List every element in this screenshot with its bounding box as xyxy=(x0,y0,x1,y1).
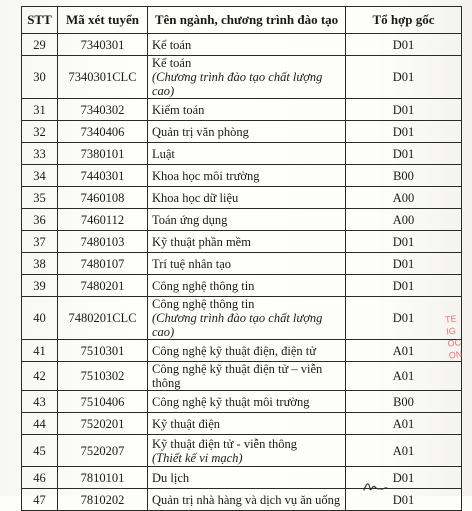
admissions-table xyxy=(21,6,462,511)
table-row xyxy=(22,391,462,413)
cell-stt: 35 xyxy=(22,187,58,209)
cell-combo: A01 xyxy=(346,413,462,435)
cell-combo: D01 xyxy=(346,143,462,165)
cell-stt: 30 xyxy=(22,56,58,99)
program-note: (Thiết kế vi mạch) xyxy=(152,450,243,465)
cell-name xyxy=(148,253,346,275)
cell-stt: 40 xyxy=(22,297,58,340)
cell-code: 7340301 xyxy=(58,34,148,56)
cell-combo: D01 xyxy=(346,121,462,143)
program-name: Trí tuệ nhân tạo xyxy=(152,256,232,271)
cell-code: 7460112 xyxy=(58,209,148,231)
table-row xyxy=(22,340,462,362)
program-name: Du lịch xyxy=(152,470,190,485)
cell-stt: 38 xyxy=(22,253,58,275)
cell-name xyxy=(148,489,346,511)
cell-stt: 36 xyxy=(22,209,58,231)
cell-combo: D01 xyxy=(346,275,462,297)
table-row xyxy=(22,489,462,511)
program-name: Công nghệ thông tin xyxy=(152,297,255,311)
cell-stt: 45 xyxy=(22,435,58,467)
cell-name xyxy=(148,187,346,209)
header-combo: Tổ hợp gốc xyxy=(346,7,462,34)
table-row xyxy=(22,187,462,209)
cell-name xyxy=(148,435,346,467)
cell-stt: 43 xyxy=(22,391,58,413)
cell-code: 7520207 xyxy=(58,435,148,467)
cell-combo: D01 xyxy=(346,467,462,489)
header-name: Tên ngành, chương trình đào tạo xyxy=(148,7,346,34)
cell-stt: 33 xyxy=(22,143,58,165)
cell-code: 7510302 xyxy=(58,362,148,391)
table-row xyxy=(22,253,462,275)
cell-combo: A01 xyxy=(346,362,462,391)
program-name: Khoa học môi trường xyxy=(152,168,260,183)
program-name: Quản trị nhà hàng và dịch vụ ăn uống xyxy=(152,492,341,507)
cell-combo: B00 xyxy=(346,391,462,413)
cell-code: 7480103 xyxy=(58,231,148,253)
cell-combo: D01 xyxy=(346,489,462,511)
program-name: Công nghệ thông tin xyxy=(152,278,255,293)
cell-stt: 39 xyxy=(22,275,58,297)
program-name: Khoa học dữ liệu xyxy=(152,190,239,205)
cell-stt: 32 xyxy=(22,121,58,143)
cell-name xyxy=(148,121,346,143)
cell-stt: 44 xyxy=(22,413,58,435)
cell-name xyxy=(148,362,346,391)
cell-stt: 31 xyxy=(22,99,58,121)
cell-code: 7480201 xyxy=(58,275,148,297)
program-note: (Chương trình đào tạo chất lượng cao) xyxy=(152,70,323,98)
signature-icon xyxy=(362,478,388,494)
stamp-text: OC xyxy=(447,337,462,349)
cell-combo: D01 xyxy=(346,297,462,340)
cell-name xyxy=(148,467,346,489)
cell-code: 7480201CLC xyxy=(58,297,148,340)
table-row xyxy=(22,121,462,143)
cell-combo: D01 xyxy=(346,231,462,253)
program-name: Kế toán xyxy=(152,56,192,70)
cell-code: 7380101 xyxy=(58,143,148,165)
cell-name xyxy=(148,56,346,99)
cell-name xyxy=(148,99,346,121)
cell-combo: D01 xyxy=(346,253,462,275)
table-row xyxy=(22,413,462,435)
table-body xyxy=(22,34,462,511)
cell-code: 7460108 xyxy=(58,187,148,209)
cell-name xyxy=(148,413,346,435)
cell-name xyxy=(148,297,346,340)
program-name: Công nghệ kỹ thuật điện tử – viễn thông xyxy=(152,362,323,390)
cell-combo: D01 xyxy=(346,56,462,99)
program-note: (Chương trình đào tạo chất lượng cao) xyxy=(152,311,323,339)
cell-combo: D01 xyxy=(346,99,462,121)
cell-combo: B00 xyxy=(346,165,462,187)
cell-combo: D01 xyxy=(346,34,462,56)
program-name: Kiểm toán xyxy=(152,102,205,117)
program-name: Quản trị văn phòng xyxy=(152,124,249,139)
table-row xyxy=(22,99,462,121)
cell-stt: 41 xyxy=(22,340,58,362)
cell-name xyxy=(148,340,346,362)
program-name: Toán ứng dụng xyxy=(152,212,228,227)
cell-combo: A01 xyxy=(346,340,462,362)
cell-combo: A00 xyxy=(346,187,462,209)
cell-name xyxy=(148,209,346,231)
cell-stt: 47 xyxy=(22,489,58,511)
cell-stt: 42 xyxy=(22,362,58,391)
cell-combo: A00 xyxy=(346,209,462,231)
cell-code: 7440301 xyxy=(58,165,148,187)
cell-name xyxy=(148,391,346,413)
cell-code: 7510301 xyxy=(58,340,148,362)
program-name: Công nghệ kỹ thuật môi trường xyxy=(152,394,310,409)
table-row xyxy=(22,297,462,340)
cell-stt: 29 xyxy=(22,34,58,56)
stamp-text: ON xyxy=(448,349,463,361)
header-stt: STT xyxy=(22,7,58,34)
table-row xyxy=(22,435,462,467)
header-row xyxy=(22,7,462,34)
cell-name xyxy=(148,231,346,253)
cell-code: 7340301CLC xyxy=(58,56,148,99)
cell-stt: 37 xyxy=(22,231,58,253)
cell-code: 7810202 xyxy=(58,489,148,511)
header-code: Mã xét tuyển xyxy=(58,7,148,34)
stamp-text: IG xyxy=(445,325,457,337)
program-name: Kỹ thuật phần mềm xyxy=(152,234,251,249)
program-name: Kỹ thuật điện xyxy=(152,416,221,431)
table-row xyxy=(22,209,462,231)
table-row xyxy=(22,467,462,489)
table-row xyxy=(22,275,462,297)
cell-code: 7480107 xyxy=(58,253,148,275)
program-name: Công nghệ kỹ thuật điện, điện tử xyxy=(152,343,317,358)
cell-combo: A01 xyxy=(346,435,462,467)
cell-stt: 46 xyxy=(22,467,58,489)
cell-code: 7340406 xyxy=(58,121,148,143)
cell-code: 7520201 xyxy=(58,413,148,435)
cell-code: 7510406 xyxy=(58,391,148,413)
program-name: Luật xyxy=(152,146,175,161)
stamp-text: TE xyxy=(444,313,458,325)
program-name: Kế toán xyxy=(152,37,192,52)
cell-name xyxy=(148,34,346,56)
cell-code: 7340302 xyxy=(58,99,148,121)
table-row xyxy=(22,231,462,253)
table-row xyxy=(22,143,462,165)
table-row xyxy=(22,165,462,187)
table-row xyxy=(22,56,462,99)
table-row xyxy=(22,34,462,56)
cell-code: 7810101 xyxy=(58,467,148,489)
cell-name xyxy=(148,275,346,297)
cell-name xyxy=(148,165,346,187)
program-name: Kỹ thuật điện tử - viễn thông xyxy=(152,436,297,451)
table-row xyxy=(22,362,462,391)
cell-stt: 34 xyxy=(22,165,58,187)
table-header xyxy=(22,7,462,34)
cell-name xyxy=(148,143,346,165)
